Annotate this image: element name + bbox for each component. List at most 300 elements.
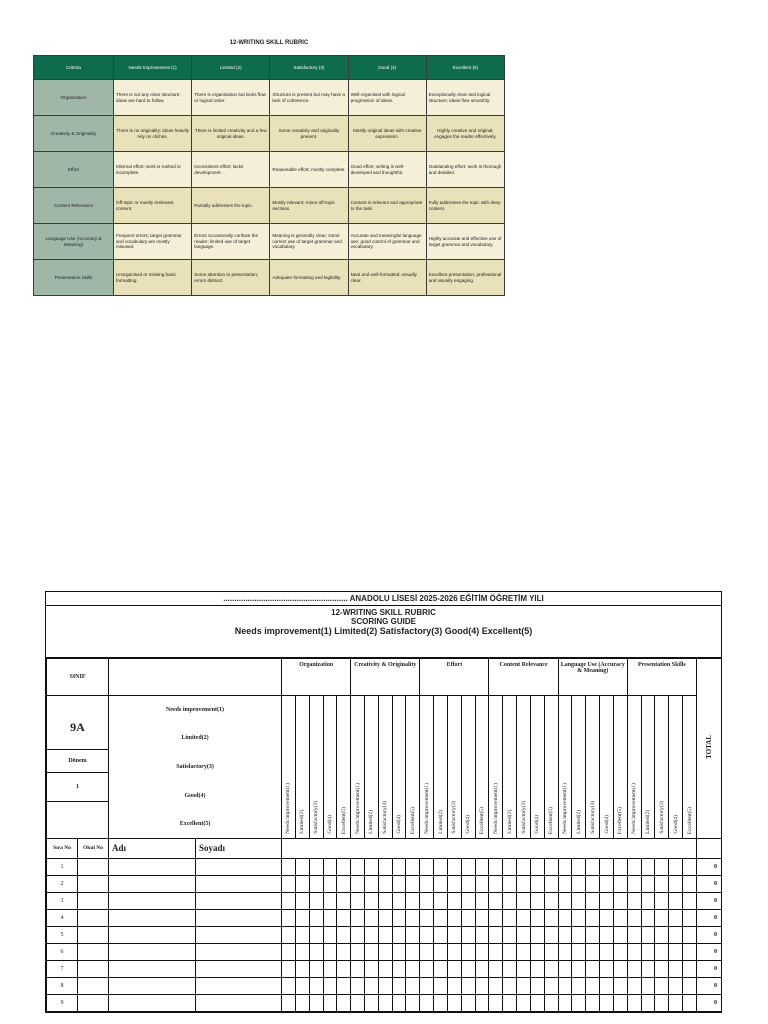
score-cell[interactable] [323,977,337,994]
score-cell[interactable] [351,960,365,977]
adi-cell[interactable] [109,926,196,943]
category-header: Content Relevance [489,658,558,695]
score-cell[interactable] [337,994,351,1011]
score-cell[interactable] [378,960,392,977]
score-cell[interactable] [392,909,406,926]
score-cell[interactable] [295,943,309,960]
score-cell[interactable] [600,892,614,909]
score-cell[interactable] [517,977,531,994]
score-cell[interactable] [282,875,296,892]
score-cell[interactable] [600,909,614,926]
score-cell[interactable] [461,858,475,875]
score-cell[interactable] [364,875,378,892]
okul-no-cell[interactable] [78,892,109,909]
score-cell[interactable] [392,858,406,875]
score-cell[interactable] [655,909,669,926]
adi-cell[interactable] [109,858,196,875]
soyadi-cell[interactable] [196,943,282,960]
score-cell[interactable] [572,858,586,875]
score-cell[interactable] [309,926,323,943]
score-cell[interactable] [530,909,544,926]
score-cell[interactable] [282,892,296,909]
score-cell[interactable] [613,943,627,960]
score-cell[interactable] [558,960,572,977]
score-cell[interactable] [613,892,627,909]
score-cell[interactable] [489,909,503,926]
score-cell[interactable] [295,977,309,994]
score-cell[interactable] [420,943,434,960]
score-cell[interactable] [337,926,351,943]
score-cell[interactable] [337,892,351,909]
score-cell[interactable] [282,858,296,875]
okul-no-cell[interactable] [78,943,109,960]
score-cell[interactable] [683,926,697,943]
score-cell[interactable] [461,909,475,926]
score-cell[interactable] [600,858,614,875]
score-cell[interactable] [378,909,392,926]
soyadi-cell[interactable] [196,926,282,943]
score-cell[interactable] [447,909,461,926]
score-cell[interactable] [558,892,572,909]
score-cell[interactable] [309,977,323,994]
score-cell[interactable] [378,977,392,994]
score-cell[interactable] [503,892,517,909]
score-cell[interactable] [406,875,420,892]
adi-cell[interactable] [109,943,196,960]
score-cell[interactable] [683,960,697,977]
score-cell[interactable] [475,892,489,909]
score-cell[interactable] [461,875,475,892]
score-cell[interactable] [669,892,683,909]
score-cell[interactable] [378,858,392,875]
score-cell[interactable] [669,875,683,892]
score-cell[interactable] [586,926,600,943]
score-cell[interactable] [323,909,337,926]
score-cell[interactable] [282,994,296,1011]
score-cell[interactable] [627,943,641,960]
adi-cell[interactable] [109,892,196,909]
score-cell[interactable] [337,909,351,926]
score-cell[interactable] [420,960,434,977]
score-cell[interactable] [613,926,627,943]
score-cell[interactable] [572,892,586,909]
score-cell[interactable] [434,977,448,994]
score-cell[interactable] [669,960,683,977]
score-cell[interactable] [530,926,544,943]
score-cell[interactable] [586,943,600,960]
score-cell[interactable] [309,943,323,960]
score-cell[interactable] [683,909,697,926]
score-cell[interactable] [434,960,448,977]
score-cell[interactable] [530,892,544,909]
score-cell[interactable] [351,977,365,994]
score-cell[interactable] [447,960,461,977]
score-cell[interactable] [420,892,434,909]
score-cell[interactable] [558,926,572,943]
score-cell[interactable] [600,977,614,994]
score-cell[interactable] [517,892,531,909]
score-cell[interactable] [627,892,641,909]
score-cell[interactable] [586,875,600,892]
score-cell[interactable] [627,977,641,994]
score-cell[interactable] [295,892,309,909]
score-cell[interactable] [475,960,489,977]
score-cell[interactable] [475,994,489,1011]
score-cell[interactable] [600,994,614,1011]
score-cell[interactable] [323,858,337,875]
score-cell[interactable] [309,994,323,1011]
okul-no-cell[interactable] [78,875,109,892]
score-cell[interactable] [517,926,531,943]
score-cell[interactable] [434,909,448,926]
score-cell[interactable] [655,960,669,977]
score-cell[interactable] [461,926,475,943]
score-cell[interactable] [378,943,392,960]
score-cell[interactable] [337,875,351,892]
adi-cell[interactable] [109,960,196,977]
score-cell[interactable] [364,892,378,909]
score-cell[interactable] [641,943,655,960]
score-cell[interactable] [586,994,600,1011]
score-cell[interactable] [627,909,641,926]
score-cell[interactable] [295,909,309,926]
score-cell[interactable] [641,909,655,926]
score-cell[interactable] [337,977,351,994]
score-cell[interactable] [434,926,448,943]
score-cell[interactable] [392,892,406,909]
score-cell[interactable] [447,858,461,875]
score-cell[interactable] [364,943,378,960]
score-cell[interactable] [364,858,378,875]
okul-no-cell[interactable] [78,909,109,926]
score-cell[interactable] [392,960,406,977]
score-cell[interactable] [309,892,323,909]
score-cell[interactable] [475,875,489,892]
score-cell[interactable] [669,994,683,1011]
score-cell[interactable] [655,943,669,960]
score-cell[interactable] [641,977,655,994]
score-cell[interactable] [364,994,378,1011]
score-cell[interactable] [683,943,697,960]
soyadi-cell[interactable] [196,875,282,892]
score-cell[interactable] [655,977,669,994]
score-cell[interactable] [669,909,683,926]
score-cell[interactable] [309,960,323,977]
sub-level-header [309,695,323,838]
score-cell[interactable] [683,875,697,892]
score-cell[interactable] [447,943,461,960]
score-cell[interactable] [613,994,627,1011]
score-cell[interactable] [572,926,586,943]
score-cell[interactable] [503,977,517,994]
score-cell[interactable] [420,909,434,926]
score-cell[interactable] [544,926,558,943]
score-cell[interactable] [544,909,558,926]
score-cell[interactable] [572,943,586,960]
score-cell[interactable] [683,994,697,1011]
okul-no-cell[interactable] [78,858,109,875]
score-cell[interactable] [392,926,406,943]
score-cell[interactable] [517,943,531,960]
score-cell[interactable] [364,909,378,926]
score-cell[interactable] [461,977,475,994]
score-cell[interactable] [406,858,420,875]
score-cell[interactable] [351,875,365,892]
score-cell[interactable] [558,994,572,1011]
score-cell[interactable] [378,892,392,909]
score-cell[interactable] [364,926,378,943]
score-cell[interactable] [503,960,517,977]
score-cell[interactable] [627,858,641,875]
score-cell[interactable] [544,977,558,994]
score-cell[interactable] [351,994,365,1011]
score-cell[interactable] [544,892,558,909]
score-cell[interactable] [613,977,627,994]
score-cell[interactable] [572,977,586,994]
score-cell[interactable] [669,943,683,960]
score-cell[interactable] [683,892,697,909]
score-cell[interactable] [613,960,627,977]
score-cell[interactable] [544,960,558,977]
score-cell[interactable] [669,926,683,943]
score-cell[interactable] [600,926,614,943]
score-cell[interactable] [461,943,475,960]
score-cell[interactable] [489,858,503,875]
score-cell[interactable] [434,943,448,960]
score-cell[interactable] [392,943,406,960]
score-cell[interactable] [530,858,544,875]
score-cell[interactable] [323,926,337,943]
score-cell[interactable] [572,994,586,1011]
score-cell[interactable] [351,909,365,926]
score-cell[interactable] [475,926,489,943]
score-cell[interactable] [461,994,475,1011]
score-cell[interactable] [503,858,517,875]
score-cell[interactable] [489,943,503,960]
score-cell[interactable] [337,943,351,960]
score-cell[interactable] [641,926,655,943]
score-cell[interactable] [392,977,406,994]
score-cell[interactable] [572,960,586,977]
score-cell[interactable] [323,943,337,960]
soyadi-cell[interactable] [196,960,282,977]
score-cell[interactable] [586,977,600,994]
soyadi-cell[interactable] [196,909,282,926]
score-cell[interactable] [434,875,448,892]
score-cell[interactable] [447,994,461,1011]
score-cell[interactable] [420,977,434,994]
score-cell[interactable] [475,977,489,994]
score-cell[interactable] [586,960,600,977]
score-cell[interactable] [378,994,392,1011]
score-cell[interactable] [309,875,323,892]
score-cell[interactable] [337,858,351,875]
score-cell[interactable] [406,943,420,960]
score-cell[interactable] [323,994,337,1011]
score-cell[interactable] [558,977,572,994]
score-cell[interactable] [558,943,572,960]
score-cell[interactable] [295,875,309,892]
score-cell[interactable] [434,858,448,875]
score-cell[interactable] [323,875,337,892]
soyadi-cell[interactable] [196,977,282,994]
score-cell[interactable] [337,960,351,977]
score-cell[interactable] [641,960,655,977]
score-cell[interactable] [627,960,641,977]
score-cell[interactable] [489,994,503,1011]
score-cell[interactable] [309,909,323,926]
score-cell[interactable] [434,994,448,1011]
score-cell[interactable] [323,960,337,977]
score-cell[interactable] [544,943,558,960]
score-cell[interactable] [613,875,627,892]
score-cell[interactable] [503,875,517,892]
score-cell[interactable] [420,926,434,943]
score-cell[interactable] [282,977,296,994]
score-cell[interactable] [613,909,627,926]
score-cell[interactable] [641,875,655,892]
score-cell[interactable] [406,994,420,1011]
score-cell[interactable] [503,943,517,960]
score-cell[interactable] [351,926,365,943]
score-cell[interactable] [558,875,572,892]
score-cell[interactable] [420,994,434,1011]
score-cell[interactable] [282,926,296,943]
score-cell[interactable] [641,892,655,909]
score-cell[interactable] [683,858,697,875]
score-cell[interactable] [434,892,448,909]
score-cell[interactable] [517,875,531,892]
score-cell[interactable] [586,858,600,875]
score-cell[interactable] [364,977,378,994]
score-cell[interactable] [489,960,503,977]
sub-level-header [517,695,531,838]
score-cell[interactable] [530,977,544,994]
okul-no-cell[interactable] [78,994,109,1011]
score-cell[interactable] [641,994,655,1011]
score-cell[interactable] [558,858,572,875]
score-cell[interactable] [351,892,365,909]
score-cell[interactable] [503,994,517,1011]
okul-no-cell[interactable] [78,926,109,943]
score-cell[interactable] [503,926,517,943]
score-cell[interactable] [600,943,614,960]
score-cell[interactable] [600,960,614,977]
score-cell[interactable] [544,994,558,1011]
score-cell[interactable] [489,892,503,909]
score-cell[interactable] [655,926,669,943]
adi-cell[interactable] [109,875,196,892]
score-cell[interactable] [378,875,392,892]
adi-cell[interactable] [109,909,196,926]
score-cell[interactable] [586,892,600,909]
score-cell[interactable] [420,858,434,875]
score-cell[interactable] [378,926,392,943]
score-cell[interactable] [489,926,503,943]
score-cell[interactable] [392,994,406,1011]
score-cell[interactable] [627,994,641,1011]
score-cell[interactable] [517,994,531,1011]
score-cell[interactable] [420,875,434,892]
score-cell[interactable] [351,858,365,875]
score-cell[interactable] [406,892,420,909]
score-cell[interactable] [530,943,544,960]
okul-no-cell[interactable] [78,977,109,994]
score-cell[interactable] [544,858,558,875]
score-cell[interactable] [282,909,296,926]
score-cell[interactable] [461,960,475,977]
score-cell[interactable] [627,926,641,943]
soyadi-cell[interactable] [196,892,282,909]
score-cell[interactable] [295,926,309,943]
score-cell[interactable] [530,994,544,1011]
score-cell[interactable] [655,858,669,875]
score-cell[interactable] [406,926,420,943]
score-cell[interactable] [447,875,461,892]
score-cell[interactable] [530,875,544,892]
soyadi-cell[interactable] [196,994,282,1011]
score-cell[interactable] [613,858,627,875]
adi-cell[interactable] [109,994,196,1011]
score-cell[interactable] [461,892,475,909]
score-cell[interactable] [655,892,669,909]
score-cell[interactable] [586,909,600,926]
score-cell[interactable] [489,875,503,892]
score-cell[interactable] [572,909,586,926]
score-cell[interactable] [683,977,697,994]
score-cell[interactable] [641,858,655,875]
score-cell[interactable] [517,909,531,926]
score-cell[interactable] [489,977,503,994]
score-cell[interactable] [295,994,309,1011]
score-cell[interactable] [600,875,614,892]
score-cell[interactable] [475,858,489,875]
score-cell[interactable] [558,909,572,926]
score-cell[interactable] [475,909,489,926]
score-cell[interactable] [392,875,406,892]
score-cell[interactable] [447,926,461,943]
okul-no-cell[interactable] [78,960,109,977]
score-cell[interactable] [572,875,586,892]
score-cell[interactable] [282,943,296,960]
score-cell[interactable] [669,858,683,875]
score-cell[interactable] [406,960,420,977]
score-cell[interactable] [655,875,669,892]
score-cell[interactable] [282,960,296,977]
score-cell[interactable] [364,960,378,977]
score-cell[interactable] [475,943,489,960]
score-cell[interactable] [544,875,558,892]
score-cell[interactable] [655,994,669,1011]
score-cell[interactable] [351,943,365,960]
adi-cell[interactable] [109,977,196,994]
score-cell[interactable] [323,892,337,909]
score-cell[interactable] [517,960,531,977]
score-cell[interactable] [503,909,517,926]
score-cell[interactable] [517,858,531,875]
score-cell[interactable] [295,960,309,977]
score-cell[interactable] [406,909,420,926]
score-cell[interactable] [627,875,641,892]
soyadi-cell[interactable] [196,858,282,875]
score-cell[interactable] [530,960,544,977]
score-cell[interactable] [447,892,461,909]
score-cell[interactable] [309,858,323,875]
score-cell[interactable] [406,977,420,994]
score-cell[interactable] [669,977,683,994]
score-cell[interactable] [447,977,461,994]
score-cell[interactable] [295,858,309,875]
